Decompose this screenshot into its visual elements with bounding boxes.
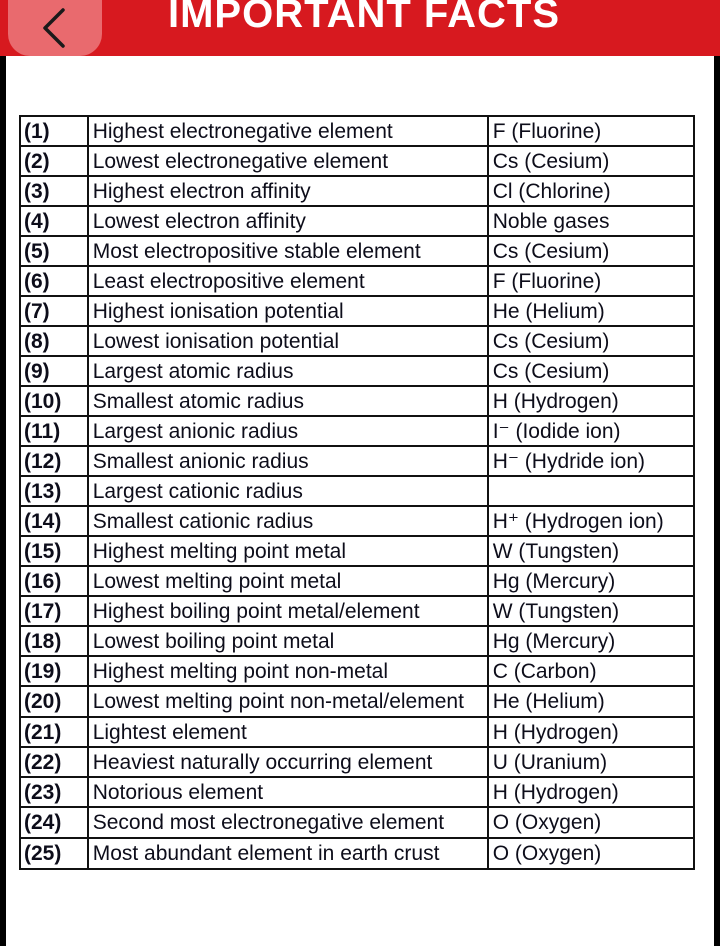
fact-value: F (Fluorine) xyxy=(488,116,694,146)
fact-value: Cl (Chlorine) xyxy=(488,176,694,206)
table-row xyxy=(20,596,694,626)
table-row xyxy=(20,326,694,356)
fact-value: H⁻ (Hydride ion) xyxy=(488,446,694,476)
table-row xyxy=(20,717,694,747)
fact-property: Most abundant element in earth crust xyxy=(88,838,488,869)
fact-property: Highest boiling point metal/element xyxy=(88,596,488,626)
page-title: IMPORTANT FACTS xyxy=(167,0,560,36)
fact-property: Lowest boiling point metal xyxy=(88,626,488,656)
row-number: (5) xyxy=(20,236,88,266)
row-number: (20) xyxy=(20,686,88,717)
fact-value: I⁻ (Iodide ion) xyxy=(488,416,694,446)
fact-property: Smallest cationic radius xyxy=(88,506,488,536)
fact-property: Lowest electron affinity xyxy=(88,206,488,236)
back-button[interactable] xyxy=(8,0,102,56)
fact-value: H (Hydrogen) xyxy=(488,386,694,416)
row-number: (7) xyxy=(20,296,88,326)
row-number: (25) xyxy=(20,838,88,869)
table-row xyxy=(20,146,694,176)
fact-value: U (Uranium) xyxy=(488,747,694,777)
table-row xyxy=(20,446,694,476)
row-number: (1) xyxy=(20,116,88,146)
fact-property: Second most electronegative element xyxy=(88,807,488,838)
fact-value: H (Hydrogen) xyxy=(488,777,694,807)
table-row xyxy=(20,266,694,296)
row-number: (13) xyxy=(20,476,88,506)
fact-property: Highest ionisation potential xyxy=(88,296,488,326)
fact-property: Smallest anionic radius xyxy=(88,446,488,476)
row-number: (6) xyxy=(20,266,88,296)
fact-value: Noble gases xyxy=(488,206,694,236)
table-row xyxy=(20,356,694,386)
fact-value: He (Helium) xyxy=(488,686,694,717)
table-row xyxy=(20,116,694,146)
row-number: (15) xyxy=(20,536,88,566)
fact-property: Lowest electronegative element xyxy=(88,146,488,176)
fact-property: Largest anionic radius xyxy=(88,416,488,446)
row-number: (8) xyxy=(20,326,88,356)
facts-table xyxy=(19,115,695,870)
fact-property: Least electropositive element xyxy=(88,266,488,296)
table-row xyxy=(20,626,694,656)
fact-value: Cs (Cesium) xyxy=(488,146,694,176)
row-number: (24) xyxy=(20,807,88,838)
table-row xyxy=(20,777,694,807)
row-number: (9) xyxy=(20,356,88,386)
table-row xyxy=(20,416,694,446)
fact-value xyxy=(488,476,694,506)
row-number: (11) xyxy=(20,416,88,446)
table-row xyxy=(20,506,694,536)
fact-property: Smallest atomic radius xyxy=(88,386,488,416)
fact-value: Cs (Cesium) xyxy=(488,356,694,386)
row-number: (4) xyxy=(20,206,88,236)
table-row xyxy=(20,236,694,266)
table-row xyxy=(20,386,694,416)
fact-property: Highest melting point metal xyxy=(88,536,488,566)
fact-value: H (Hydrogen) xyxy=(488,717,694,747)
table-row xyxy=(20,296,694,326)
table-row xyxy=(20,536,694,566)
fact-value: Hg (Mercury) xyxy=(488,566,694,596)
table-row xyxy=(20,807,694,838)
fact-value: O (Oxygen) xyxy=(488,807,694,838)
fact-property: Lowest melting point metal xyxy=(88,566,488,596)
row-number: (18) xyxy=(20,626,88,656)
table-row xyxy=(20,566,694,596)
fact-value: H⁺ (Hydrogen ion) xyxy=(488,506,694,536)
table-row xyxy=(20,476,694,506)
fact-value: C (Carbon) xyxy=(488,656,694,686)
fact-value: Hg (Mercury) xyxy=(488,626,694,656)
table-row xyxy=(20,176,694,206)
fact-value: He (Helium) xyxy=(488,296,694,326)
fact-property: Lowest ionisation potential xyxy=(88,326,488,356)
row-number: (22) xyxy=(20,747,88,777)
fact-property: Highest melting point non-metal xyxy=(88,656,488,686)
fact-property: Highest electron affinity xyxy=(88,176,488,206)
row-number: (16) xyxy=(20,566,88,596)
fact-value: Cs (Cesium) xyxy=(488,236,694,266)
row-number: (12) xyxy=(20,446,88,476)
fact-value: O (Oxygen) xyxy=(488,838,694,869)
fact-property: Most electropositive stable element xyxy=(88,236,488,266)
row-number: (10) xyxy=(20,386,88,416)
fact-property: Largest cationic radius xyxy=(88,476,488,506)
fact-property: Lightest element xyxy=(88,717,488,747)
table-row xyxy=(20,686,694,717)
table-row xyxy=(20,656,694,686)
fact-value: W (Tungsten) xyxy=(488,536,694,566)
fact-value: F (Fluorine) xyxy=(488,266,694,296)
row-number: (14) xyxy=(20,506,88,536)
chevron-left-icon xyxy=(35,6,75,50)
fact-value: W (Tungsten) xyxy=(488,596,694,626)
row-number: (2) xyxy=(20,146,88,176)
table-row xyxy=(20,747,694,777)
row-number: (3) xyxy=(20,176,88,206)
table-row xyxy=(20,838,694,869)
fact-property: Highest electronegative element xyxy=(88,116,488,146)
header-bar xyxy=(0,0,720,56)
fact-property: Largest atomic radius xyxy=(88,356,488,386)
table-row xyxy=(20,206,694,236)
row-number: (19) xyxy=(20,656,88,686)
row-number: (17) xyxy=(20,596,88,626)
fact-value: Cs (Cesium) xyxy=(488,326,694,356)
fact-property: Lowest melting point non-metal/element xyxy=(88,686,488,717)
fact-property: Heaviest naturally occurring element xyxy=(88,747,488,777)
fact-property: Notorious element xyxy=(88,777,488,807)
row-number: (21) xyxy=(20,717,88,747)
row-number: (23) xyxy=(20,777,88,807)
